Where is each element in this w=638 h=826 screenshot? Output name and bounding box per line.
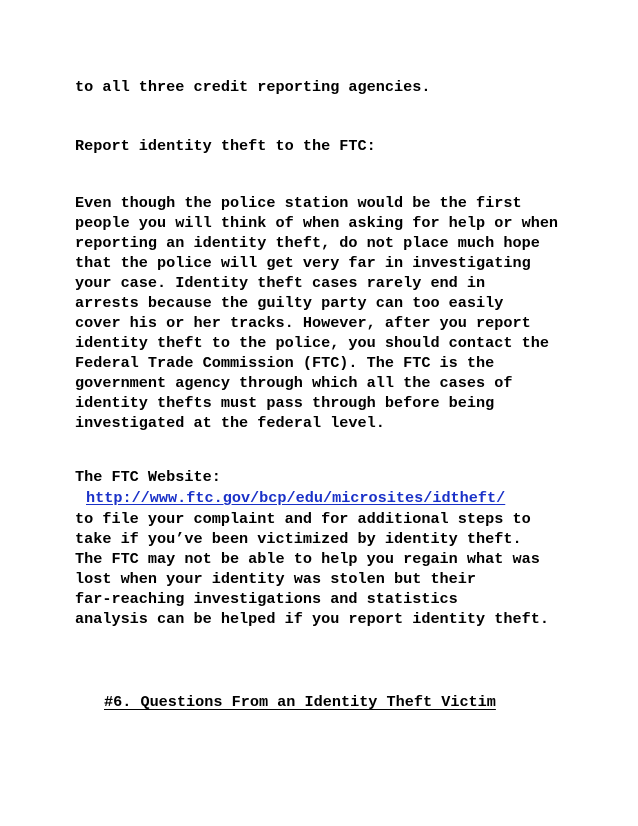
ftc-website-link[interactable]: http://www.ftc.gov/bcp/edu/microsites/idtheft/	[86, 489, 506, 507]
website-paragraph-line: far-reaching investigations and statistics	[75, 590, 458, 608]
paragraph-line: government agency through which all the cases of	[75, 374, 513, 392]
paragraph-line: investigated at the federal level.	[75, 414, 385, 432]
paragraph-line: that the police will get very far in investigating	[75, 254, 531, 272]
subheading: Report identity theft to the FTC:	[75, 137, 376, 155]
section-heading: #6. Questions From an Identity Theft Victim	[104, 693, 496, 711]
paragraph-line: identity thefts must pass through before being	[75, 394, 495, 412]
website-paragraph-line: take if you’ve been victimized by identity theft.	[75, 530, 522, 548]
paragraph-line: Even though the police station would be the first	[75, 194, 522, 212]
paragraph-line: Federal Trade Commission (FTC). The FTC is the	[75, 354, 495, 372]
website-paragraph-line: analysis can be helped if you report identity theft.	[75, 610, 549, 628]
intro-line: to all three credit reporting agencies.	[75, 78, 431, 96]
website-paragraph-line: The FTC may not be able to help you regain what was	[75, 550, 540, 568]
website-label: The FTC Website:	[75, 468, 221, 486]
paragraph-line: cover his or her tracks. However, after you report	[75, 314, 531, 332]
website-paragraph-line: lost when your identity was stolen but their	[75, 570, 477, 588]
paragraph-line: identity theft to the police, you should contact the	[75, 334, 549, 352]
paragraph-line: arrests because the guilty party can too easily	[75, 294, 504, 312]
paragraph-line: people you will think of when asking for help or when	[75, 214, 559, 232]
paragraph-line: reporting an identity theft, do not place much hope	[75, 234, 540, 252]
paragraph-line: your case. Identity theft cases rarely end in	[75, 274, 486, 292]
website-paragraph-line: to file your complaint and for additional steps to	[75, 510, 531, 528]
